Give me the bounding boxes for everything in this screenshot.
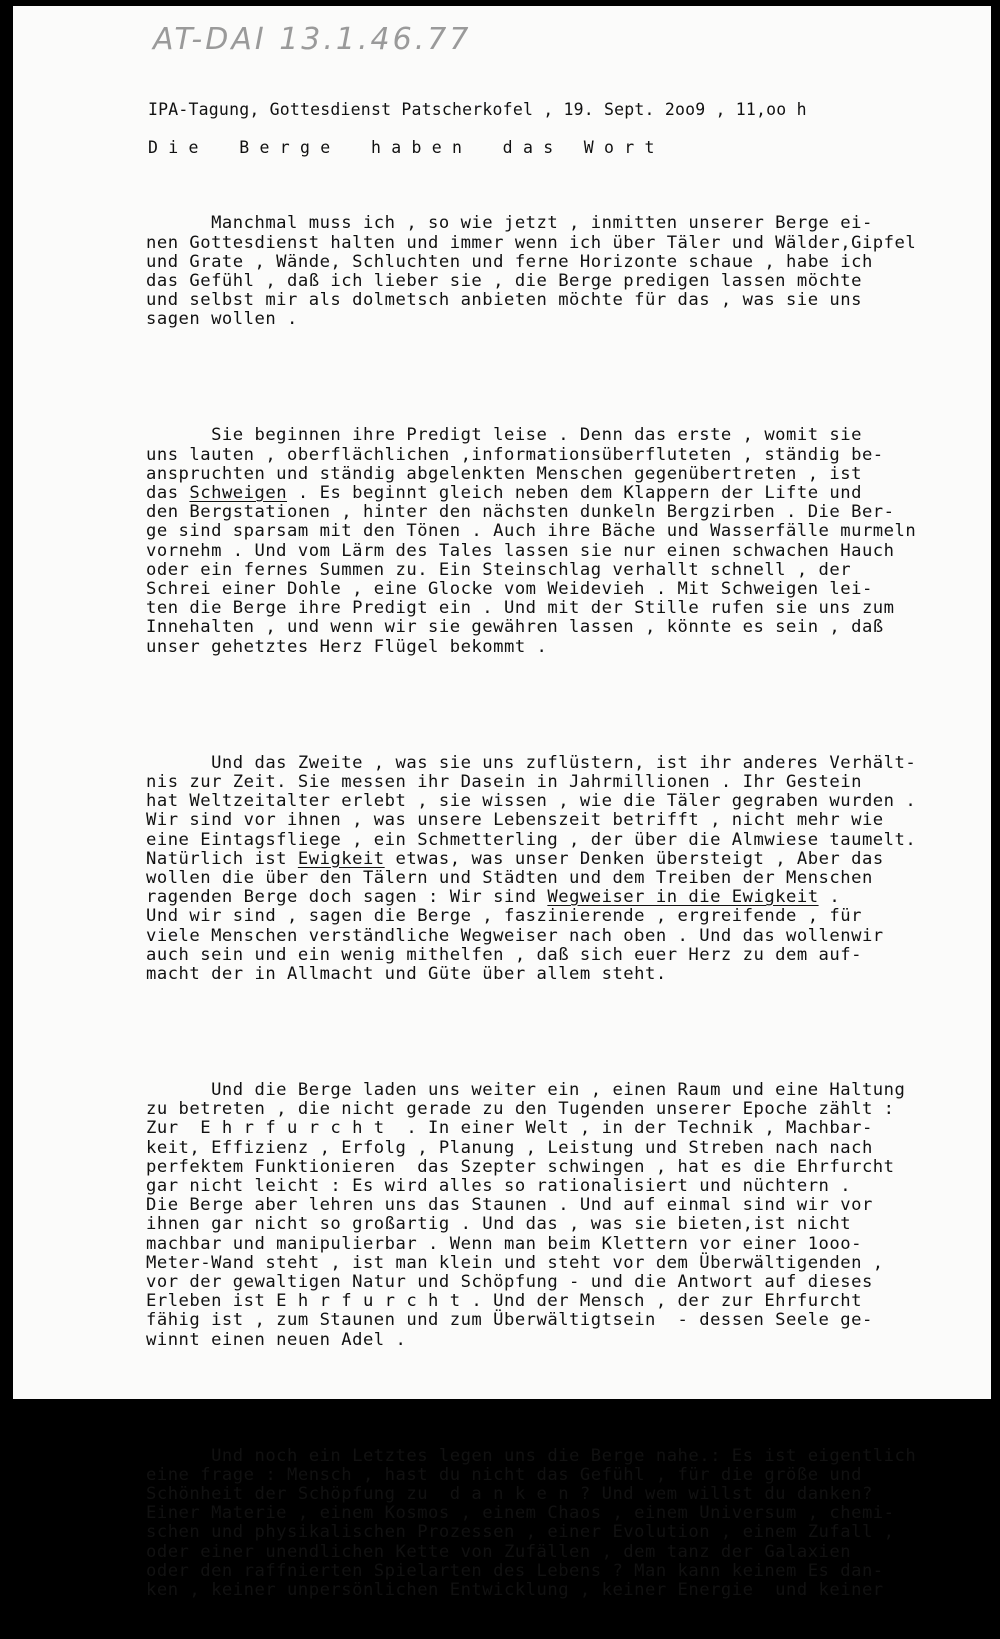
document-header: IPA-Tagung, Gottesdienst Patscherkofel , 19. Sept. 2oo9 , 11,oo h	[148, 100, 807, 119]
paragraph-3	[146, 754, 916, 984]
paragraph-3-text-b: etwas, was unser Denken übersteigt , Aber das wollen die über den Tälern und Städten und dem Treiben der Menschen ragenden Berge doch sagen : Wir sind	[146, 848, 884, 908]
sermon-body	[146, 176, 916, 1639]
paragraph-4: Und die Berge laden uns weiter ein , einen Raum und eine Haltung zu betreten , die nicht gerade zu den Tugenden unserer Epoche zählt : Zur E h r f u r c h t . In einer Welt , in der Technik , Machbar- keit, Effizienz , Erfolg , Planung , Leistung und Streben nach nach perfektem Funktionieren das Szepter schwingen , hat es die Ehrfurcht gar nicht leicht : Es wird alles so rationalisiert und nüchtern . Die Berge aber lehren uns das Staunen . Und auf einmal sind wir vor ihnen gar nicht so großartig . Und das , was sie bieten,ist nicht machbar und manipulierbar . Wenn man beim Klettern vor einer 1ooo- Meter-Wand steht , ist man klein und steht vor dem Überwältigenden , vor der gewaltigen Natur und Schöpfung - und die Antwort auf dieses Erleben ist E h r f u r c h t . Und der Mensch , der zur Ehrfurcht fähig ist , zum Staunen und zum Überwältigtsein - dessen Seele ge- winnt einen neuen Adel .	[146, 1079, 906, 1350]
archive-reference-handwritten: AT-DAI 13.1.46.77	[153, 22, 472, 57]
paragraph-gap	[146, 695, 916, 715]
paragraph-3-text-c: . Und wir sind , sagen die Berge , faszinierende , ergreifende , für viele Menschen verständliche Wegweiser nach oben . Und das wollenwir auch sein und ein wenig mithelfen , daß sich euer Herz zu dem auf- macht der in Allmacht und Güte über allem steht.	[146, 887, 884, 984]
paragraph-2-text-b: . Es beginnt gleich neben dem Klappern der Lifte und den Bergstationen , hinter den nächsten dunkeln Bergzirben . Die Ber- ge sind sparsam mit den Tönen . Auch ihre Bäche und Wasserfälle murmeln vornehm . Und vom Lärm des Tales lassen sie nur einen schwachen Hauch oder ein fernes Summen zu. Ein Steinschlag verhallt schnell , der Schrei einer Dohle , eine Glocke vom Weidevieh . Mit Schweigen lei- ten die Berge ihre Predigt ein . Und mit der Stille rufen sie uns zum Innehalten , und wenn wir sie gewähren lassen , könnte es sein , daß unser gehetztes Herz Flügel bekommt .	[146, 483, 917, 657]
paragraph-gap	[146, 1388, 916, 1408]
sermon-title: D i e B e r g e h a b e n d a s W o r t	[148, 138, 655, 157]
paragraph-3-text-a: Und das Zweite , was sie uns zuflüstern, ist ihr anderes Verhält- nis zur Zeit. Sie messen ihr Dasein in Jahrmillionen . Ihr Gestein hat Weltzeitalter erlebt , sie wissen , wie die Täler gegraben wurden . Wir sind vor ihnen , was unsere Lebenszeit betrifft , nicht mehr wie eine Eintagsfliege , ein Schmetterling , der über die Almwiese taumelt. Natürlich ist	[146, 752, 917, 869]
paragraph-2-text-a: Sie beginnen ihre Predigt leise . Denn das erste , womit sie uns lauten , oberflächlichen ,informationsüberfluteten , ständig be- anspruchten und ständig abgelenkten Menschen gegenübertreten , ist das	[146, 425, 884, 504]
paragraph-gap	[146, 1023, 916, 1043]
typewritten-page	[13, 6, 991, 1601]
paragraph-5: Und noch ein Letztes legen uns die Berge nahe.: Es ist eigentlich eine frage : Mensch , hast du nicht das Gefühl , für die größe und Schönheit der Schöpfung zu d a n k e n ? Und wem willst du danken? Einer Materie , einem Kosmos , einem Chaos , einem Universum , chemi- schen und physikalischen Prozessen , einer Evolution , einem Zufall , oder einer unendlichen Kette von Zufällen , dem tanz der Galaxien oder den raffnierten Spielarten des Lebens ? Man kann keinem Es dan- ken , keiner unpersönlichen Entwicklung , keiner Energie und keiner	[146, 1445, 917, 1601]
underlined-wegweiser: Wegweiser in die Ewigkeit	[547, 887, 819, 908]
paragraph-gap	[146, 368, 916, 388]
paragraph-2	[146, 426, 916, 656]
underlined-schweigen: Schweigen	[189, 483, 288, 504]
paragraph-1: Manchmal muss ich , so wie jetzt , inmitten unserer Berge ei- nen Gottesdienst halten und immer wenn ich über Täler und Wälder,Gipfel und Grate , Wände, Schluchten und ferne Horizonte schaue , habe ich das Gefühl , daß ich lieber sie , die Berge predigen lassen möchte und selbst mir als dolmetsch anbieten möchte für das , was sie uns sagen wollen .	[146, 213, 917, 330]
underlined-ewigkeit: Ewigkeit	[297, 848, 385, 869]
